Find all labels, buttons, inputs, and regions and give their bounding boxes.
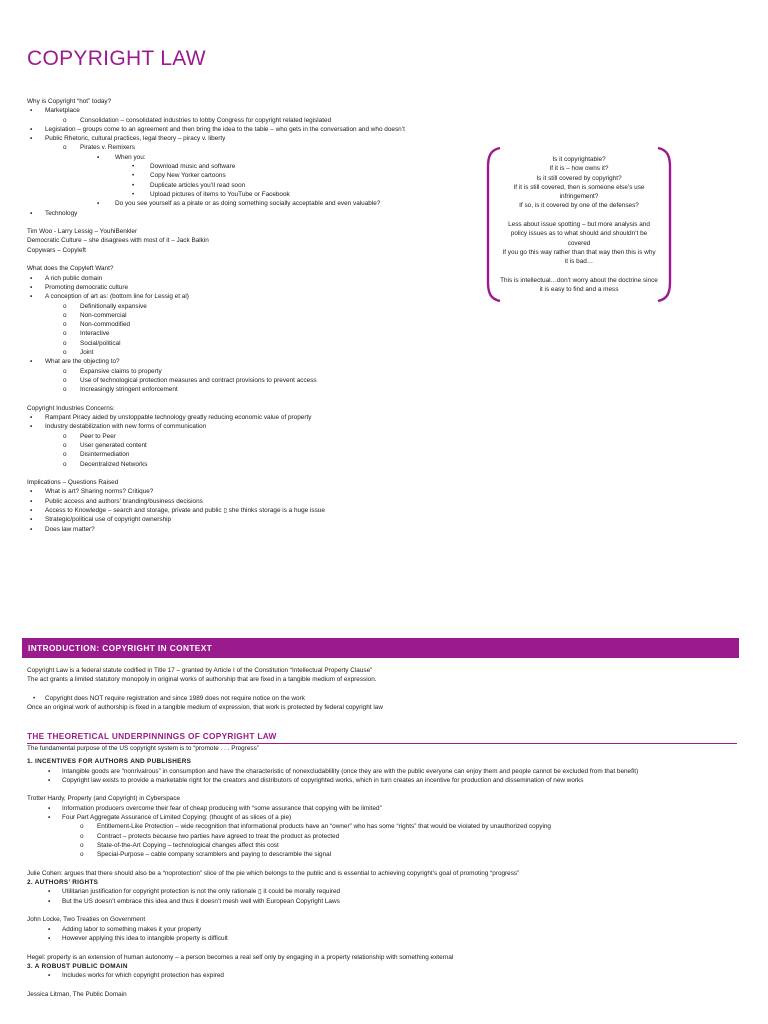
callout-line: If you go this way rather than that way then this is why it is bad… [502, 248, 656, 266]
theory-section [27, 744, 737, 999]
list-item: ▪ However applying this idea to intangible property is difficult [48, 934, 228, 942]
list-item: o Social/political [63, 339, 121, 347]
author-line: Tim Woo - Larry Lessig – YouhiBenkler [27, 228, 138, 236]
list-item: ▪ Rampant Piracy aided by unstoppable technology greatly reducing economic value of property [30, 414, 312, 422]
list-item: o Disintermediation [63, 451, 130, 459]
callout-text [500, 155, 658, 294]
author-line: Democratic Culture – she disagrees with most of it – Jack Balkin [27, 237, 209, 245]
implications-heading: Implications – Questions Raised [27, 479, 119, 487]
list-item: ▪ Technology [30, 209, 78, 217]
subsection-title: 2. AUTHORS’ RIGHTS [27, 879, 99, 887]
author-line: Jessica Litman, The Public Domain [27, 990, 127, 998]
list-item: ▪ What are the objecting to? [30, 358, 120, 366]
author-line: Trotter Hardy, Property (and Copyright) in Cyberspace [27, 795, 181, 803]
list-item: o Consolidation – consolidated industries to lobby Congress for copyright related legislated [63, 116, 332, 124]
subsection-title: 1. INCENTIVES FOR AUTHORS AND PUBLISHERS [27, 758, 192, 766]
why-section [27, 97, 487, 534]
callout-line: This is intellectual…don’t worry about the doctrine since it is easy to find and a mess [500, 276, 658, 294]
list-item: o Increasingly stringent enforcement [63, 386, 178, 394]
page-title: COPYRIGHT LAW [27, 47, 206, 70]
callout-box [486, 147, 672, 302]
intro-section [27, 666, 737, 712]
list-item: ▪ Legislation – groups come to an agreement and then bring the idea to the table – who gets in the conversation and who doesn’t [30, 125, 405, 133]
purpose-text: The fundamental purpose of the US copyright system is to “promote . . . Progress” [27, 745, 259, 752]
list-item: • Download music and software [132, 163, 236, 171]
list-item: ▪ Adding labor to something makes it your property [48, 925, 202, 933]
callout-line: Is it copyrightable? [552, 156, 606, 163]
list-item: ▪ Information producers overcome their fear of cheap producing with “some assurance that copying with be limited” [48, 804, 382, 812]
list-item: ▪ What is art? Sharing norms? Critique? [30, 488, 154, 496]
list-item: ▪ But the US doesn’t embrace this idea and thus it doesn’t mesh well with European Copyright Laws [48, 897, 340, 905]
list-item: o Special-Purpose – cable company scramblers and paying to descramble the signal [80, 851, 332, 859]
list-item: ▪ Copyright law exists to provide a marketable right for the creators and distributors of copyrighted works, which in turn creates an incentive for production and dissemination of new works [48, 776, 584, 784]
list-item: ▪ Includes works for which copyright protection has expired [48, 972, 224, 980]
list-item: o Entitlement-Like Protection – wide recognition that informational products have an “owner” who has some “rights” that would be violated by unauthorized copying [80, 823, 551, 831]
list-item: o Definitionally expansive [63, 302, 147, 310]
list-item: o Peer to Peer [63, 432, 116, 440]
list-item: ▪ Four Part Aggregate Assurance of Limited Copying: (thought of as slices of a pie) [48, 814, 292, 822]
industries-heading: Copyright Industries Concerns: [27, 404, 115, 412]
list-item: o Use of technological protection measures and contract provisions to prevent access [63, 376, 317, 384]
list-item: • Copyright does NOT require registration and since 1989 does not require notice on the work [33, 694, 305, 702]
list-item: ▪ Marketplace [30, 107, 80, 115]
list-item: o Pirates v. Remixers [63, 144, 135, 152]
callout-line: If it is still covered, then is someone else’s use infringement? [513, 183, 645, 201]
callout-line: Is it still covered by copyright? [536, 174, 622, 182]
intro-paragraph: The act grants a limited statutory monopoly in original works of authorship that are fixed in a tangible medium of expression. [27, 676, 377, 684]
list-item: ▪ Strategic/political use of copyright ownership [30, 516, 172, 524]
list-item: • Copy New Yorker cartoons [132, 172, 226, 180]
callout-line: If it is – how owns it? [549, 165, 609, 173]
list-item: o Non-commodified [63, 321, 131, 329]
list-item: ▪ A conception of art as: (bottom line for Lessig et al) [30, 293, 189, 301]
hegel-text: Hegel: property is an extension of human autonomy – a person becomes a real self only by engaging in a property relationship with something external [27, 953, 454, 961]
list-item: o Contract – protects because two parties have agreed to treat the product as protected [80, 832, 340, 840]
list-item: ▪ Industry destabilization with new forms of communication [30, 423, 207, 431]
section-heading: THE THEORETICAL UNDERPINNINGS OF COPYRIGHT LAW [27, 731, 737, 744]
callout-line: If so, is it covered by one of the defenses? [519, 202, 639, 210]
section-band: INTRODUCTION: COPYRIGHT IN CONTEXT [22, 638, 739, 658]
author-line: Copywars – Copyleft [27, 246, 86, 254]
list-item: o Decentralized Networks [63, 460, 148, 468]
intro-paragraph: Once an original work of authorship is fixed in a tangible medium of expression, that work is protected by federal copyright law [27, 704, 383, 712]
list-item: o Expansive claims to property [63, 367, 162, 375]
intro-paragraph: Copyright Law is a federal statute codified in Title 17 – granted by Article I of the Constitution “Intellectual Property Clause” [27, 667, 373, 674]
list-item: ▪ Utilitarian justification for copyright protection is not the only rationale ▯ it could be morally required [48, 888, 341, 896]
list-item: ▪ Do you see yourself as a pirate or as doing something socially acceptable and even valuable? [97, 200, 381, 208]
list-item: ▪ Access to Knowledge – search and storage, private and public ▯ she thinks storage is a huge issue [30, 507, 325, 515]
subsection-title: 3. A ROBUST PUBLIC DOMAIN [27, 962, 128, 970]
list-item: • Duplicate articles you’ll read soon [132, 181, 246, 189]
callout-line: Less about issue spotting – but more analysis and policy issues as to what should and shouldn’t be covered [508, 221, 650, 247]
list-item: ▪ A rich public domain [30, 274, 103, 282]
author-line: John Locke, Two Treaties on Government [27, 916, 146, 924]
list-item: o Interactive [63, 330, 110, 338]
list-item: o User generated content [63, 441, 147, 449]
list-item: ▪ Public Rhetoric, cultural practices, legal theory – piracy v. liberty [30, 135, 226, 143]
list-item: ▪ Intangible goods are “nonrivalrous” in consumption and have the characteristic of nonexcludablility (once they are with the public everyone can enjoy them and people cannot be excluded from that benefit) [48, 767, 639, 775]
why-heading: Why is Copyright “hot” today? [27, 98, 112, 105]
list-item: ▪ Public access and authors’ branding/business decisions [30, 497, 203, 505]
list-item: o Non-commercial [63, 311, 127, 319]
list-item: o State-of-the-Art Copying – technological changes affect this cost [80, 841, 279, 849]
copyleft-heading: What does the Copyleft Want? [27, 265, 114, 273]
list-item: ▪ Does law matter? [30, 525, 95, 533]
cohen-text: Julie Cohen: argues that there should also be a “noprotection” slice of the pie which belongs to the public and is essential to achieving copyright’s goal of promoting “progress” [27, 869, 520, 877]
list-item: ▪ Promoting democratic culture [30, 283, 129, 291]
list-item: o Joint [63, 349, 94, 357]
list-item: • Upload pictures of items to YouTube or Facebook [132, 190, 290, 198]
list-item: ▪ When you: [97, 153, 146, 161]
